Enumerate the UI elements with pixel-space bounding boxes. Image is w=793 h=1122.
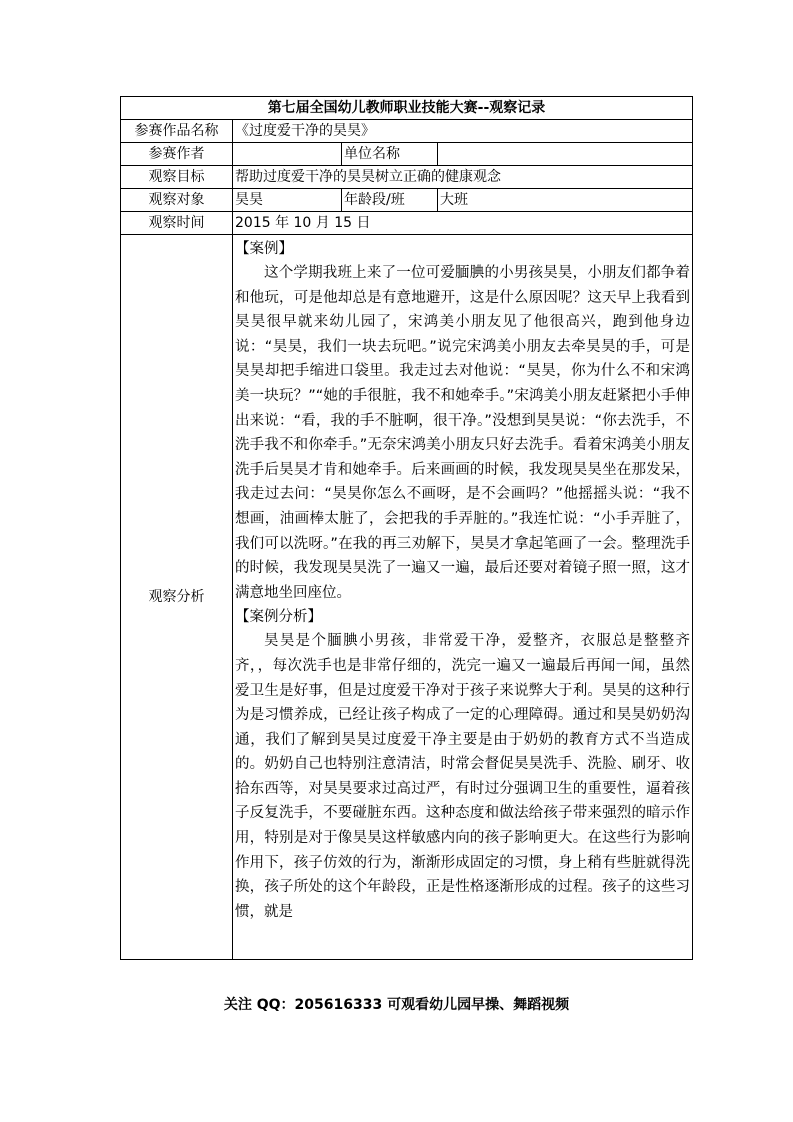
case-paragraph: 这个学期我班上来了一位可爱腼腆的小男孩昊昊，小朋友们都争着和他玩，可是他却总是有意地避开，这是什么原因呢？这天早上我看到昊昊很早就来幼儿园了，宋鸿美小朋友见了他很高兴，跑到他身边说：“昊昊，我们一块去玩吧。”说完宋鸿美小朋友去牵昊昊的手，可是昊昊却把手缩进口袋里。我走过去对他说：“昊昊，你为什么不和宋鸿美一块玩？”“她的手很脏，我不和她牵手。”宋鸿美小朋友赶紧把小手伸出来说：“看，我的手不脏啊，很干净。”没想到昊昊说：“你去洗手，不洗手我不和你牵手。”无奈宋鸿美小朋友只好去洗手。看着宋鸿美小朋友洗手后昊昊才肯和她牵手。后来画画的时候，我发现昊昊坐在那发呆，我走过去问：“昊昊你怎么不画呀，是不会画吗？”他摇摇头说：“我不想画，油画棒太脏了，会把我的手弄脏的。”我连忙说：“小手弄脏了，我们可以洗呀。”在我的再三劝解下，昊昊才拿起笔画了一会。整理洗手的时候，我发现昊昊洗了一遍又一遍，最后还要对着镜子照一照，这才满意地坐回座位。 bbox=[235, 265, 690, 601]
author-label: 参赛作者 bbox=[121, 143, 233, 166]
goal-row bbox=[121, 166, 693, 189]
grade-label: 年龄段/班 bbox=[342, 189, 438, 212]
time-value: 2015 年 10 月 15 日 bbox=[233, 212, 693, 235]
subject-label: 观察对象 bbox=[121, 189, 233, 212]
footer-note: 关注 QQ：205616333 可观看幼儿园早操、舞蹈视频 bbox=[223, 997, 570, 1013]
observation-table bbox=[120, 96, 693, 960]
time-row bbox=[121, 212, 693, 235]
author-value bbox=[233, 143, 342, 166]
subject-value: 昊昊 bbox=[233, 189, 342, 212]
analysis-body bbox=[233, 235, 693, 960]
title-row bbox=[121, 97, 693, 120]
goal-label: 观察目标 bbox=[121, 166, 233, 189]
observation-record-sheet bbox=[120, 96, 692, 960]
case-heading: 【案例】 bbox=[235, 241, 293, 257]
table-title: 第七届全国幼儿教师职业技能大赛--观察记录 bbox=[121, 97, 693, 120]
analysis-paragraph: 昊昊是个腼腆小男孩，非常爱干净，爱整齐，衣服总是整整齐齐，，每次洗手也是非常仔细的，洗完一遍又一遍最后再闻一闻，虽然爱卫生是好事，但是过度爱干净对于孩子来说弊大于利。昊昊的这种行为是习惯养成，已经让孩子构成了一定的心理障碍。通过和昊昊奶奶沟通，我们了解到昊昊过度爱干净主要是由于奶奶的教育方式不当造成的。奶奶自己也特别注意清洁，时常会督促昊昊洗手、洗脸、刷牙、收拾东西等，对昊昊要求过高过严，有时过分强调卫生的重要性，逼着孩子反复洗手，不要碰脏东西。这种态度和做法给孩子带来强烈的暗示作用，特别是对于像昊昊这样敏感内向的孩子影响更大。在这些行为影响作用下，孩子仿效的行为，渐渐形成固定的习惯，身上稍有些脏就得洗换，孩子所处的这个年龄段，正是性格逐渐形成的过程。孩子的这些习惯，就是 bbox=[235, 633, 690, 920]
unit-value bbox=[438, 143, 693, 166]
goal-value: 帮助过度爱干净的昊昊树立正确的健康观念 bbox=[233, 166, 693, 189]
author-row bbox=[121, 143, 693, 166]
work-label: 参赛作品名称 bbox=[121, 120, 233, 143]
grade-value: 大班 bbox=[438, 189, 693, 212]
work-value: 《过度爱干净的昊昊》 bbox=[233, 120, 693, 143]
analysis-label: 观察分析 bbox=[121, 235, 233, 960]
time-label: 观察时间 bbox=[121, 212, 233, 235]
subject-row bbox=[121, 189, 693, 212]
analysis-row bbox=[121, 235, 693, 960]
unit-label: 单位名称 bbox=[342, 143, 438, 166]
analysis-heading: 【案例分析】 bbox=[235, 609, 322, 626]
work-row bbox=[121, 120, 693, 143]
